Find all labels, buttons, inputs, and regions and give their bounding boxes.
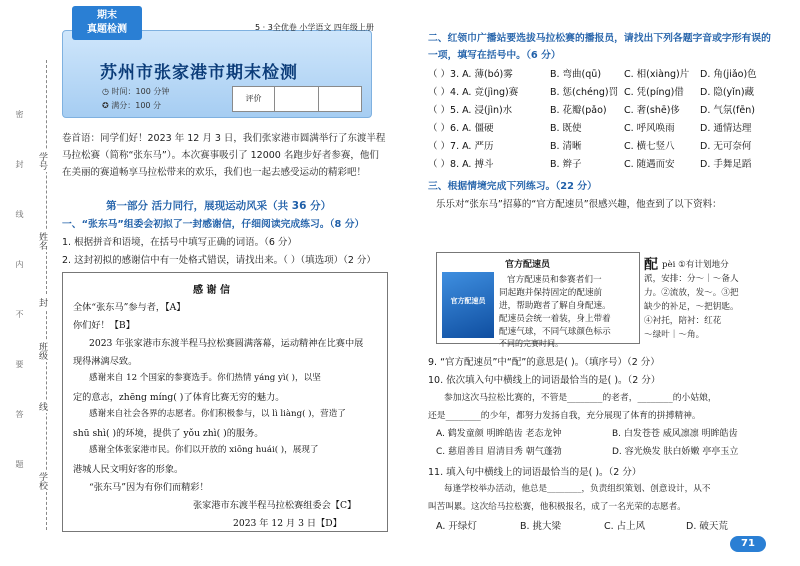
- q5-option-d: D. 气氛(fēn): [700, 105, 755, 116]
- thank-you-letter: [62, 272, 388, 532]
- q11-option-d: D. 破天荒: [686, 521, 728, 532]
- binding-label-student-id: 学号: [37, 152, 47, 170]
- binding-tick: 线: [15, 210, 24, 218]
- q11-text-1: 每逢学校举办活动，他总是________，负责组织策划、创意设计，从不: [444, 484, 711, 494]
- clock-icon: ◷: [102, 87, 112, 96]
- series-meta: 5 · 3全优卷 小学语文 四年级上册: [255, 23, 374, 32]
- binding-dashed-line: [46, 60, 47, 530]
- letter-title: 感 谢 信: [193, 285, 230, 296]
- part1-title: 第一部分 活力同行，展现运动风采（共 36 分）: [106, 200, 332, 212]
- q10-option-a: A. 鹤发童颜 明眸皓齿 老态龙钟: [436, 429, 562, 439]
- q11-option-b: B. 挑大梁: [520, 521, 562, 532]
- letter-line: 现得淋漓尽致。: [73, 356, 138, 367]
- q7-option-d: D. 无可奈何: [700, 141, 752, 152]
- q11-text-2: 叫苦叫累。这次给马拉松赛，他积极报名，成了一名光荣的志愿者。: [428, 502, 686, 512]
- section1-heading: 一、“张东马”组委会初拟了一封感谢信，仔细阅读完成练习。（8 分）: [62, 219, 365, 230]
- letter-line: shū shì( )的环境，提供了 yǒu zhì( )的服务。: [73, 428, 264, 439]
- q7-option-b: B. 清晰: [550, 141, 582, 152]
- card-line: 不同的完赛时间。: [499, 339, 563, 348]
- letter-line: 感谢全体张家港市民。你们以开放的 xiōng huái( )，展现了: [89, 445, 319, 455]
- q7-stem: （ ）7. A. 严历: [428, 141, 494, 152]
- score-label: 评价: [233, 87, 275, 111]
- dict-headword: 配: [644, 257, 658, 273]
- letter-line: 港城人民文明好客的形象。: [73, 464, 184, 475]
- q6-option-c: C. 呼风唤雨: [624, 123, 675, 134]
- letter-line: 2023 年张家港市东渡半程马拉松赛圆满落幕，运动精神在比赛中展: [89, 338, 364, 349]
- dict-line: 缺少的补足，～把钥匙。: [644, 302, 739, 312]
- exam-total-score: ✪ 满分：100 分: [102, 101, 162, 110]
- star-icon: ✪: [102, 101, 112, 110]
- dict-line: 力。②流放，发～。③把: [644, 288, 739, 298]
- binding-tick: 不: [15, 310, 24, 318]
- letter-line: 全体“张东马”参与者，【A】: [73, 302, 186, 313]
- card-line: 同起跑并保持固定的配速前: [499, 288, 603, 298]
- exam-time: ◷ 时间：100 分钟: [102, 87, 170, 96]
- q10-option-c: C. 慈眉善目 眉清目秀 朝气蓬勃: [436, 447, 562, 457]
- score-box: [232, 86, 362, 112]
- preface-paragraph: 卷首语：同学们好！2023 年 12 月 3 日，我们张家港市圆满举行了东渡半程马拉松赛（简称“张东马”）。本次赛事吸引了 12000 名跑步好者参赛，他们在美丽的赛道畅享马拉松带来的欢乐，我们也一起去感受运动的精彩吧！: [62, 133, 386, 178]
- q8-option-d: D. 手舞足蹈: [700, 159, 752, 170]
- question-9: 9. “官方配速员”中“配”的意思是( )。（填序号）（2 分）: [428, 357, 660, 368]
- q3-stem: （ ）3. A. 薄(bó)雾: [428, 69, 513, 80]
- q3-option-d: D. 角(jiǎo)色: [700, 69, 757, 80]
- question-2: 2. 这封初拟的感谢信中有一处格式错误，请找出来。（ ）（填选项）（2 分）: [62, 255, 376, 266]
- binding-tick: 密: [15, 110, 24, 118]
- card-line: 配速气球，不同气球颜色标示: [499, 327, 611, 337]
- letter-line: 感谢来自社会各界的志愿者。你们积极参与，以 lì liàng( )，营造了: [89, 409, 346, 419]
- question-1: 1. 根据拼音和语境，在括号中填写正确的词语。（6 分）: [62, 237, 297, 248]
- badge-line-2: 真题检测: [87, 24, 127, 35]
- q10-text-1: 参加这次马拉松比赛的，不管是________的老者，________的小姑娘，: [444, 393, 717, 403]
- q6-option-d: D. 通情达理: [700, 123, 752, 134]
- letter-line: 定的意志，zhēng míng( )了体育比赛无穷的魅力。: [73, 392, 285, 403]
- q4-stem: （ ）4. A. 竞(jìng)赛: [428, 87, 519, 98]
- q7-option-c: C. 横七竖八: [624, 141, 675, 152]
- q8-option-b: B. 辫子: [550, 159, 582, 170]
- q3-option-b: B. 弯曲(qū): [550, 69, 602, 80]
- q4-option-b: B. 惩(chéng)罚: [550, 87, 619, 98]
- binding-label-seal: 封: [37, 298, 47, 307]
- photo-caption: 官方配速员: [450, 297, 486, 305]
- page-title: 苏州市张家港市期末检测: [100, 63, 298, 83]
- q6-stem: （ ）6. A. 僵硬: [428, 123, 494, 134]
- exam-badge: [72, 6, 142, 40]
- q10-option-b: B. 白发苍苍 威风凛凛 明眸皓齿: [612, 429, 738, 439]
- binding-strip: [0, 0, 58, 566]
- dictionary-entry: [644, 252, 764, 344]
- q10-text-2: 还是________的少年，都努力发扬自我，充分展现了体育的拼搏精神。: [428, 411, 701, 421]
- q4-option-c: C. 凭(píng)借: [624, 87, 684, 98]
- letter-line: 你们好！【B】: [73, 320, 135, 331]
- context-line: 乐乐对“张东马”招募的“官方配速员”很感兴趣，他查到了以下资料：: [436, 199, 722, 210]
- q8-option-c: C. 随遇而安: [624, 159, 675, 170]
- section2-heading: 二、红领巾广播站要选拔马拉松赛的播报员，请找出下列各题字音或字形有误的一项，填写在括号中。（6 分）: [428, 33, 771, 61]
- q8-stem: （ ）8. A. 搏斗: [428, 159, 494, 170]
- q4-option-d: D. 隐(yǐn)藏: [700, 87, 755, 98]
- q5-option-b: B. 花瓣(pǎo): [550, 105, 607, 116]
- dict-line: ～绿叶｜～角。: [644, 330, 705, 340]
- card-line: 官方配速员和参赛者们一: [507, 275, 602, 285]
- letter-signature: 张家港市东渡半程马拉松赛组委会【C】: [193, 500, 357, 511]
- q5-stem: （ ）5. A. 浸(jìn)水: [428, 105, 513, 116]
- q5-option-c: C. 奢(shē)侈: [624, 105, 680, 116]
- binding-tick: 要: [15, 360, 24, 368]
- binding-tick: 题: [15, 460, 24, 468]
- question-11: 11. 填入句中横线上的词语最恰当的是( )。（2 分）: [428, 467, 642, 478]
- binding-label-line: 线: [37, 402, 47, 411]
- card-title: 官方配速员: [505, 260, 551, 270]
- q11-option-a: A. 开绿灯: [436, 521, 477, 532]
- page-number: 71: [730, 536, 766, 552]
- letter-line: 感谢来自 12 个国家的参赛选手。你们热情 yáng yì( )，以坚: [89, 373, 321, 383]
- letter-line: “张东马”因为有你们而精彩！: [89, 482, 209, 493]
- question-10: 10. 依次填入句中横线上的词语最恰当的是( )。（2 分）: [428, 375, 661, 386]
- letter-date: 2023 年 12 月 3 日【D】: [233, 518, 342, 529]
- binding-label-school: 学校: [37, 472, 47, 490]
- section3-heading: 三、根据情境完成下列练习。（22 分）: [428, 181, 597, 192]
- badge-line-1: 期末: [97, 10, 117, 21]
- score-cell[interactable]: [275, 87, 319, 111]
- q3-option-c: C. 相(xiàng)片: [624, 69, 690, 80]
- q11-option-c: C. 占上风: [604, 521, 646, 532]
- binding-label-class: 班级: [37, 342, 47, 360]
- card-line: 配速员会统一着装，身上带着: [499, 314, 611, 324]
- card-line: 进，帮助跑者了解自身配速。: [499, 301, 611, 311]
- q10-option-d: D. 容光焕发 肤白娇嫩 亭亭玉立: [612, 447, 739, 457]
- dict-line: 派，安排：分～｜～备人: [644, 274, 739, 284]
- binding-tick: 内: [15, 260, 24, 268]
- binding-label-name: 姓名: [37, 232, 47, 250]
- dict-line: ④衬托，陪衬：红花: [644, 316, 722, 326]
- binding-tick: 封: [15, 160, 24, 168]
- pacer-photo: [442, 272, 494, 338]
- binding-tick: 答: [15, 410, 24, 418]
- dict-line: pèi ①有计划地分: [662, 260, 729, 270]
- q6-option-b: B. 既使: [550, 123, 582, 134]
